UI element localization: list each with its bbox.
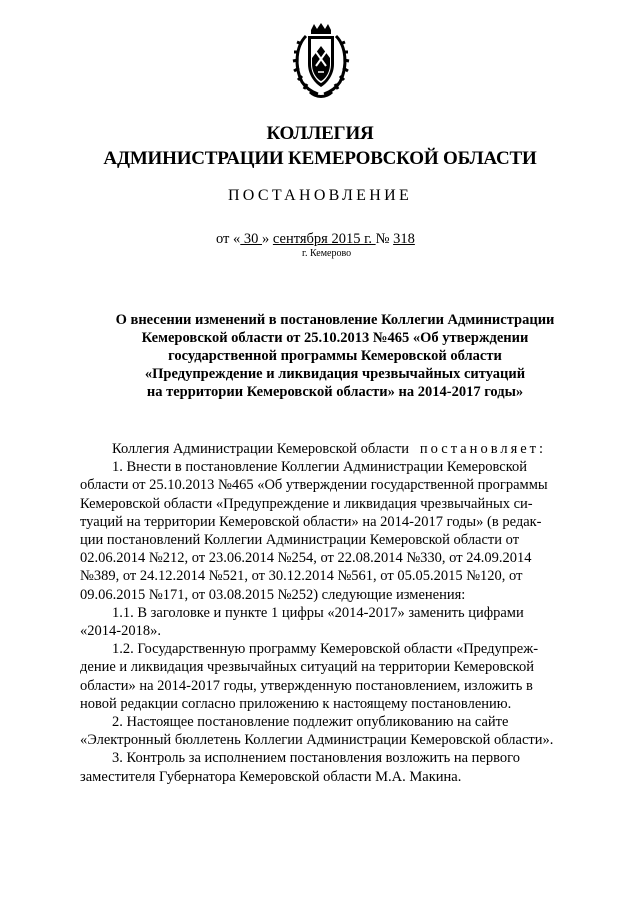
date-prefix: от « — [216, 231, 241, 247]
intro-text: Коллегия Администрации Кемеровской области — [112, 441, 410, 457]
body-line: Кемеровской области «Предупреждение и ликвидация чрезвычайных си- — [80, 495, 533, 512]
title-line: государственной программы Кемеровской области — [168, 348, 502, 364]
body-line — [80, 458, 580, 476]
body-line: дение и ликвидация чрезвычайных ситуаций на территории Кемеровской — [80, 659, 534, 676]
org-name-line2: АДМИНИСТРАЦИИ КЕМЕРОВСКОЙ ОБЛАСТИ — [103, 148, 537, 169]
date-line — [216, 230, 415, 248]
number-sign: № — [375, 231, 394, 247]
body-line: 02.06.2014 №212, от 23.06.2014 №254, от 22.08.2014 №330, от 24.09.2014 — [80, 550, 532, 567]
body-line: области от 25.10.2013 №465 «Об утверждении государственной программы — [80, 477, 548, 494]
intro-verb: постановляет: — [419, 441, 547, 457]
body-line: заместителя Губернатора Кемеровской области М.А. Макина. — [80, 768, 462, 785]
body-line: 09.06.2015 №171, от 03.08.2015 №252) следующие изменения: — [80, 586, 466, 603]
document-body — [80, 440, 580, 786]
body-line: 3. Контроль за исполнением постановления возложить на первого — [112, 750, 520, 767]
body-line: «2014-2018». — [80, 623, 161, 640]
body-line-text: 1. Внести в постановление Коллегии Администрации Кемеровской — [112, 459, 528, 476]
body-line: «Электронный бюллетень Коллегии Администрации Кемеровской области». — [80, 732, 554, 749]
body-line: 1.1. В заголовке и пункте 1 цифры «2014-2017» заменить цифрами — [112, 604, 524, 621]
document-number: 318 — [393, 231, 415, 247]
city-name: г. Кемерово — [302, 248, 352, 259]
title-line: О внесении изменений в постановление Коллегии Администрации — [115, 312, 555, 328]
date-day: 30 — [240, 231, 263, 247]
intro-paragraph — [80, 440, 580, 458]
body-line: 1.2. Государственную программу Кемеровской области «Предупреж- — [112, 641, 539, 658]
body-line: 2. Настоящее постановление подлежит опубликованию на сайте — [112, 714, 509, 731]
body-line: новой редакции согласно приложению к настоящему постановлению. — [80, 695, 512, 712]
coat-of-arms-icon — [292, 22, 350, 100]
date-month-year: сентября 2015 г. — [272, 231, 376, 247]
body-line: №389, от 24.12.2014 №521, от 30.12.2014 №561, от 05.05.2015 №120, от — [80, 568, 523, 585]
body-line: туаций на территории Кемеровской области» на 2014-2017 годы» (в редак- — [80, 513, 542, 530]
title-line: Кемеровской области от 25.10.2013 №465 «Об утверждении — [141, 330, 529, 346]
body-line: области» на 2014-2017 годы, утвержденную постановлением, изложить в — [80, 677, 533, 694]
title-line: «Предупреждение и ликвидация чрезвычайных ситуаций — [144, 366, 526, 382]
document-type: ПОСТАНОВЛЕНИЕ — [227, 187, 413, 204]
date-mid: » — [262, 231, 273, 247]
body-line: ции постановлений Коллегии Администрации Кемеровской области от — [80, 532, 520, 549]
document-title — [80, 311, 590, 401]
title-line: на территории Кемеровской области» на 2014-2017 годы» — [146, 384, 524, 400]
org-name-line1: КОЛЛЕГИЯ — [266, 123, 374, 144]
